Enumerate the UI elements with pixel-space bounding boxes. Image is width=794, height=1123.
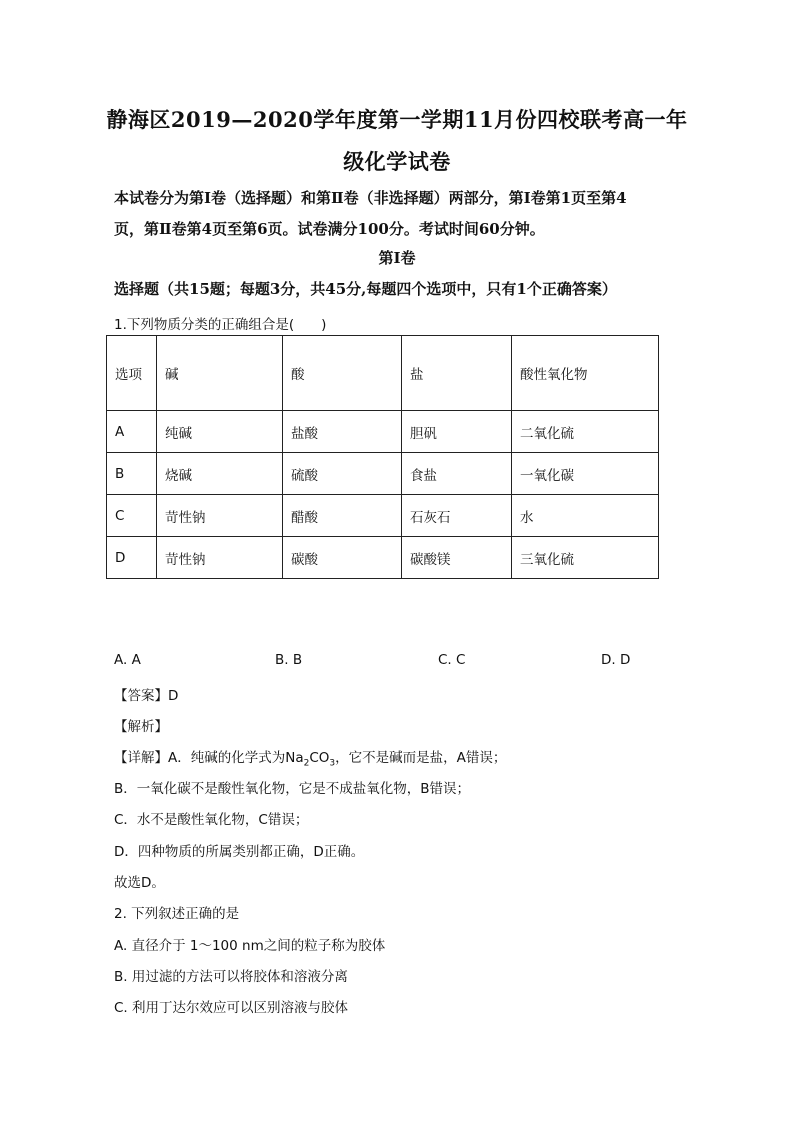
detail-b-line: B．一氧化碳不是酸性氧化物，它是不成盐氧化物，B错误； [114, 781, 471, 797]
table-header-cell: 酸性氧化物 [512, 336, 659, 411]
option-c: C. C [438, 652, 466, 668]
detail-a-line [114, 746, 506, 769]
question-2-option-b: B. 用过滤的方法可以将胶体和溶液分离 [114, 969, 348, 985]
table-header-cell: 盐 [402, 336, 512, 411]
table-cell: B [107, 453, 157, 495]
table-cell: 醋酸 [283, 495, 402, 537]
option-b: B. B [275, 652, 303, 668]
table-cell: 石灰石 [402, 495, 512, 537]
table-row [107, 537, 659, 579]
table-row [107, 411, 659, 453]
detail-c-line: C．水不是酸性氧化物，C错误； [114, 812, 309, 828]
question-2-option-a: A. 直径介于 1～100 nm之间的粒子称为胶体 [114, 938, 386, 954]
answer-tag: 【答案】 [114, 688, 168, 704]
detail-tag: 【详解】 [114, 750, 168, 766]
classification-table [106, 335, 659, 579]
detail-a-suffix: ，它不是碱而是盐，A错误； [335, 750, 507, 766]
table-cell: 烧碱 [157, 453, 283, 495]
answer-value: D [168, 688, 179, 704]
table-cell: 纯碱 [157, 411, 283, 453]
exam-title-line2: 级化学试卷 [343, 149, 451, 174]
answer-line [114, 684, 178, 704]
question-1-options [114, 652, 654, 672]
question-2-stem: 2. 下列叙述正确的是 [114, 906, 240, 922]
table-cell: 胆矾 [402, 411, 512, 453]
table-cell: 苛性钠 [157, 537, 283, 579]
detail-a-prefix: A．纯碱的化学式为 [168, 750, 286, 766]
option-a: A. A [114, 652, 141, 668]
table-cell: 硫酸 [283, 453, 402, 495]
detail-d-line: D．四种物质的所属类别都正确，D正确。 [114, 844, 365, 860]
instructions-line1: 本试卷分为第Ⅰ卷（选择题）和第Ⅱ卷（非选择题）两部分，第Ⅰ卷第1页至第4 [114, 189, 627, 207]
table-cell: 水 [512, 495, 659, 537]
table-cell: 食盐 [402, 453, 512, 495]
formula-co-subscript: 3 [329, 758, 336, 769]
option-d: D. D [601, 652, 631, 668]
instructions-line2: 页，第Ⅱ卷第4页至第6页。试卷满分100分。考试时间60分钟。 [114, 220, 545, 238]
question-2-option-c: C. 利用丁达尔效应可以区别溶液与胶体 [114, 1000, 349, 1016]
table-cell: 碳酸镁 [402, 537, 512, 579]
table-cell: 碳酸 [283, 537, 402, 579]
exam-instructions [114, 183, 684, 245]
table-header-cell: 碱 [157, 336, 283, 411]
table-cell: 二氧化硫 [512, 411, 659, 453]
table-header-row [107, 336, 659, 411]
table-cell: D [107, 537, 157, 579]
formula-na-subscript: 2 [303, 758, 310, 769]
table-header-cell: 选项 [107, 336, 157, 411]
table-cell: 盐酸 [283, 411, 402, 453]
analysis-tag: 【解析】 [114, 719, 168, 735]
exam-title-line1: 静海区2019—2020学年度第一学期11月份四校联考高一年 [106, 107, 688, 132]
table-cell: A [107, 411, 157, 453]
table-cell: 三氧化硫 [512, 537, 659, 579]
volume-title: 第Ⅰ卷 [378, 249, 416, 267]
question-1-stem: 1.下列物质分类的正确组合是( ) [114, 317, 327, 333]
table-cell: 苛性钠 [157, 495, 283, 537]
section-header: 选择题（共15题；每题3分，共45分,每题四个选项中，只有1个正确答案） [114, 280, 617, 298]
conclusion-line: 故选D。 [114, 875, 165, 891]
table-cell: 一氧化碳 [512, 453, 659, 495]
table-row [107, 453, 659, 495]
formula-co: CO [309, 750, 330, 766]
table-row [107, 495, 659, 537]
table-header-cell: 酸 [283, 336, 402, 411]
formula-na: Na [285, 750, 304, 766]
table-cell: C [107, 495, 157, 537]
